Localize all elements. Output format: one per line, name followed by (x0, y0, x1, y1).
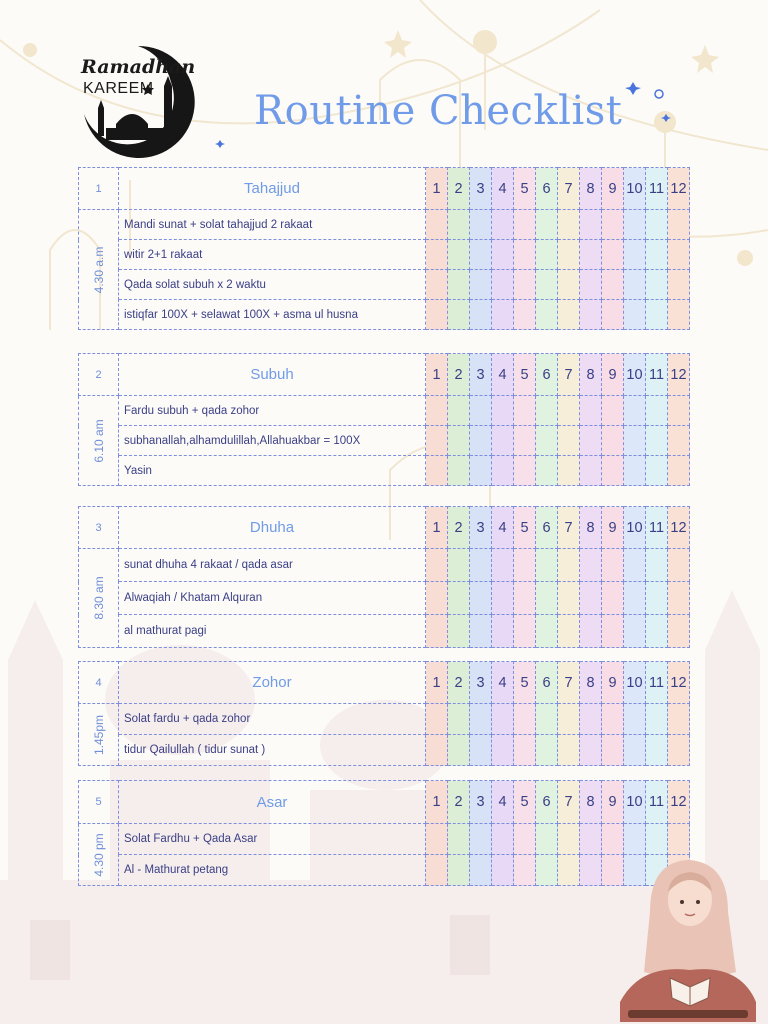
checkbox-cell[interactable] (514, 396, 536, 426)
day-number: 11 (646, 168, 668, 210)
day-number: 4 (492, 354, 514, 396)
checkbox-cell[interactable] (492, 426, 514, 456)
task-row (79, 270, 690, 300)
checkbox-cell[interactable] (646, 240, 668, 270)
checkbox-cell[interactable] (492, 300, 514, 330)
checkbox-cell[interactable] (624, 210, 646, 240)
section-table (78, 506, 690, 648)
checkbox-cell[interactable] (448, 615, 470, 648)
checkbox-cell[interactable] (668, 426, 690, 456)
task-label: Yasin (119, 456, 426, 486)
checkbox-cell[interactable] (602, 210, 624, 240)
checkbox-cell[interactable] (668, 300, 690, 330)
day-number: 11 (646, 354, 668, 396)
checkbox-cell[interactable] (426, 704, 448, 735)
checkbox-cell[interactable] (624, 456, 646, 486)
time-cell (79, 824, 119, 886)
checkbox-cell[interactable] (668, 704, 690, 735)
task-row (79, 735, 690, 766)
day-number: 10 (624, 354, 646, 396)
time-cell (79, 396, 119, 486)
day-number: 8 (580, 507, 602, 549)
checkbox-cell[interactable] (536, 704, 558, 735)
section-name: Tahajjud (119, 168, 426, 210)
checkbox-cell[interactable] (536, 240, 558, 270)
day-number: 3 (470, 354, 492, 396)
time-label: 4.30 a.m (91, 246, 106, 293)
day-number: 12 (668, 781, 690, 824)
checkbox-cell[interactable] (514, 549, 536, 582)
checkbox-cell[interactable] (536, 270, 558, 300)
task-row (79, 824, 690, 855)
day-number: 1 (426, 781, 448, 824)
day-number: 7 (558, 354, 580, 396)
checkbox-cell[interactable] (646, 396, 668, 426)
checkbox-cell[interactable] (492, 210, 514, 240)
task-label: Solat fardu + qada zohor (119, 704, 426, 735)
checkbox-cell[interactable] (602, 735, 624, 766)
checkbox-cell[interactable] (448, 549, 470, 582)
checkbox-cell[interactable] (624, 704, 646, 735)
time-cell (79, 704, 119, 766)
section-number: 2 (79, 354, 119, 396)
checkbox-cell[interactable] (536, 582, 558, 615)
checkbox-cell[interactable] (492, 549, 514, 582)
checkbox-cell[interactable] (448, 426, 470, 456)
checkbox-cell[interactable] (580, 210, 602, 240)
checkbox-cell[interactable] (580, 426, 602, 456)
logo-script-text: Ramadhan (81, 56, 196, 78)
checkbox-cell[interactable] (536, 426, 558, 456)
task-label: sunat dhuha 4 rakaat / qada asar (119, 549, 426, 582)
day-number: 6 (536, 662, 558, 704)
time-label: 8.30 am (91, 576, 106, 620)
checkbox-cell[interactable] (602, 615, 624, 648)
checkbox-cell[interactable] (558, 456, 580, 486)
checkbox-cell[interactable] (448, 582, 470, 615)
checkbox-cell[interactable] (426, 426, 448, 456)
checkbox-cell[interactable] (514, 704, 536, 735)
checkbox-cell[interactable] (536, 300, 558, 330)
task-row (79, 855, 690, 886)
reading-girl-illustration (610, 852, 760, 1024)
day-number: 2 (448, 507, 470, 549)
checkbox-cell[interactable] (602, 549, 624, 582)
section-number: 5 (79, 781, 119, 824)
checkbox-cell[interactable] (448, 735, 470, 766)
day-number: 2 (448, 662, 470, 704)
checkbox-cell[interactable] (668, 582, 690, 615)
checkbox-cell[interactable] (580, 582, 602, 615)
section-table (78, 167, 690, 330)
section-name: Subuh (119, 354, 426, 396)
checkbox-cell[interactable] (470, 582, 492, 615)
task-label: istiqfar 100X + selawat 100X + asma ul husna (119, 300, 426, 330)
day-number: 10 (624, 168, 646, 210)
checkbox-cell[interactable] (646, 704, 668, 735)
checkbox-cell[interactable] (646, 615, 668, 648)
checkbox-cell[interactable] (668, 615, 690, 648)
checkbox-cell[interactable] (602, 582, 624, 615)
checkbox-cell[interactable] (646, 549, 668, 582)
time-label: 1.45pm (91, 714, 106, 755)
checkbox-cell[interactable] (668, 270, 690, 300)
day-number: 7 (558, 662, 580, 704)
checkbox-cell[interactable] (470, 735, 492, 766)
checkbox-cell[interactable] (514, 300, 536, 330)
day-number: 9 (602, 507, 624, 549)
task-label: Alwaqiah / Khatam Alquran (119, 582, 426, 615)
checkbox-cell[interactable] (492, 270, 514, 300)
checkbox-cell[interactable] (646, 210, 668, 240)
task-row (79, 615, 690, 648)
checkbox-cell[interactable] (514, 855, 536, 886)
checkbox-cell[interactable] (470, 615, 492, 648)
day-number: 3 (470, 507, 492, 549)
checkbox-cell[interactable] (514, 582, 536, 615)
logo-caps-text: KAREEM (83, 80, 154, 97)
day-number: 1 (426, 507, 448, 549)
time-label: 4.30 pm (91, 832, 106, 877)
checkbox-cell[interactable] (536, 735, 558, 766)
time-cell (79, 210, 119, 330)
checkbox-cell[interactable] (624, 615, 646, 648)
checkbox-cell[interactable] (492, 735, 514, 766)
day-number: 12 (668, 354, 690, 396)
checkbox-cell[interactable] (602, 396, 624, 426)
checkbox-cell[interactable] (470, 300, 492, 330)
checkbox-cell[interactable] (536, 396, 558, 426)
task-label: tidur Qailullah ( tidur sunat ) (119, 735, 426, 766)
day-number: 10 (624, 507, 646, 549)
day-number: 12 (668, 168, 690, 210)
task-row (79, 240, 690, 270)
checkbox-cell[interactable] (492, 582, 514, 615)
section-name: Asar (119, 781, 426, 824)
day-number: 4 (492, 168, 514, 210)
task-row (79, 704, 690, 735)
day-number: 5 (514, 354, 536, 396)
checkbox-cell[interactable] (536, 210, 558, 240)
checkbox-cell[interactable] (646, 426, 668, 456)
checkbox-cell[interactable] (492, 855, 514, 886)
day-number: 6 (536, 507, 558, 549)
day-number: 9 (602, 781, 624, 824)
checkbox-cell[interactable] (448, 300, 470, 330)
day-number: 3 (470, 662, 492, 704)
checkbox-cell[interactable] (580, 735, 602, 766)
day-number: 6 (536, 168, 558, 210)
task-row (79, 549, 690, 582)
checkbox-cell[interactable] (448, 456, 470, 486)
checkbox-cell[interactable] (514, 210, 536, 240)
section-name: Zohor (119, 662, 426, 704)
checkbox-cell[interactable] (558, 300, 580, 330)
checkbox-cell[interactable] (492, 615, 514, 648)
checkbox-cell[interactable] (514, 824, 536, 855)
day-number: 6 (536, 781, 558, 824)
task-row (79, 582, 690, 615)
section-table (78, 780, 690, 886)
checkbox-cell[interactable] (536, 855, 558, 886)
checkbox-cell[interactable] (602, 240, 624, 270)
checkbox-cell[interactable] (624, 426, 646, 456)
checkbox-cell[interactable] (470, 210, 492, 240)
day-number: 12 (668, 662, 690, 704)
checkbox-cell[interactable] (558, 426, 580, 456)
checkbox-cell[interactable] (580, 615, 602, 648)
checkbox-cell[interactable] (624, 549, 646, 582)
checkbox-cell[interactable] (514, 270, 536, 300)
checkbox-cell[interactable] (558, 549, 580, 582)
checkbox-cell[interactable] (624, 300, 646, 330)
task-label: Solat Fardhu + Qada Asar (119, 824, 426, 855)
checkbox-cell[interactable] (668, 456, 690, 486)
day-number: 2 (448, 781, 470, 824)
day-number: 7 (558, 507, 580, 549)
checkbox-cell[interactable] (668, 549, 690, 582)
day-number: 8 (580, 781, 602, 824)
checkbox-cell[interactable] (668, 735, 690, 766)
day-number: 11 (646, 662, 668, 704)
day-number: 5 (514, 507, 536, 549)
checkbox-cell[interactable] (470, 549, 492, 582)
checkbox-cell[interactable] (426, 615, 448, 648)
checkbox-cell[interactable] (558, 704, 580, 735)
task-row (79, 210, 690, 240)
checkbox-cell[interactable] (646, 824, 668, 855)
checkbox-cell[interactable] (558, 582, 580, 615)
day-number: 9 (602, 168, 624, 210)
checkbox-cell[interactable] (470, 456, 492, 486)
checkbox-cell[interactable] (602, 824, 624, 855)
checkbox-cell[interactable] (448, 824, 470, 855)
checkbox-cell[interactable] (514, 426, 536, 456)
day-number: 7 (558, 168, 580, 210)
day-number: 12 (668, 507, 690, 549)
checkbox-cell[interactable] (558, 735, 580, 766)
checkbox-cell[interactable] (514, 615, 536, 648)
task-label: Mandi sunat + solat tahajjud 2 rakaat (119, 210, 426, 240)
checkbox-cell[interactable] (448, 240, 470, 270)
checkbox-cell[interactable] (426, 240, 448, 270)
page-title: Routine Checklist (254, 88, 623, 134)
checkbox-cell[interactable] (448, 210, 470, 240)
checkbox-cell[interactable] (470, 704, 492, 735)
checkbox-cell[interactable] (426, 456, 448, 486)
checkbox-cell[interactable] (646, 270, 668, 300)
section-name: Dhuha (119, 507, 426, 549)
day-number: 5 (514, 781, 536, 824)
day-number: 5 (514, 168, 536, 210)
day-number: 8 (580, 168, 602, 210)
checkbox-cell[interactable] (492, 824, 514, 855)
checkbox-cell[interactable] (580, 704, 602, 735)
checkbox-cell[interactable] (492, 396, 514, 426)
checkbox-cell[interactable] (624, 735, 646, 766)
checkbox-cell[interactable] (624, 270, 646, 300)
checkbox-cell[interactable] (470, 824, 492, 855)
task-label: subhanallah,alhamdulillah,Allahuakbar = 100X (119, 426, 426, 456)
day-number: 2 (448, 168, 470, 210)
checkbox-cell[interactable] (624, 582, 646, 615)
checkbox-cell[interactable] (602, 704, 624, 735)
day-number: 4 (492, 781, 514, 824)
checkbox-cell[interactable] (426, 855, 448, 886)
checkbox-cell[interactable] (668, 396, 690, 426)
checkbox-cell[interactable] (470, 270, 492, 300)
day-number: 2 (448, 354, 470, 396)
checkbox-cell[interactable] (470, 396, 492, 426)
checkbox-cell[interactable] (580, 270, 602, 300)
day-number: 8 (580, 354, 602, 396)
checkbox-cell[interactable] (646, 456, 668, 486)
checkbox-cell[interactable] (602, 270, 624, 300)
checkbox-cell[interactable] (602, 456, 624, 486)
task-label: Qada solat subuh x 2 waktu (119, 270, 426, 300)
checkbox-cell[interactable] (558, 240, 580, 270)
checkbox-cell[interactable] (646, 582, 668, 615)
checkbox-cell[interactable] (580, 396, 602, 426)
day-number: 11 (646, 781, 668, 824)
task-label: al mathurat pagi (119, 615, 426, 648)
day-number: 10 (624, 662, 646, 704)
checkbox-cell[interactable] (558, 855, 580, 886)
checkbox-cell[interactable] (580, 855, 602, 886)
checkbox-cell[interactable] (536, 549, 558, 582)
day-number: 9 (602, 662, 624, 704)
time-cell (79, 549, 119, 648)
task-row (79, 396, 690, 426)
checkbox-cell[interactable] (646, 300, 668, 330)
task-row (79, 426, 690, 456)
checkbox-cell[interactable] (668, 240, 690, 270)
section-number: 1 (79, 168, 119, 210)
day-number: 3 (470, 781, 492, 824)
checkbox-cell[interactable] (580, 240, 602, 270)
checkbox-cell[interactable] (470, 855, 492, 886)
checkbox-cell[interactable] (580, 456, 602, 486)
checkbox-cell[interactable] (448, 396, 470, 426)
section-table (78, 353, 690, 486)
checkbox-cell[interactable] (514, 735, 536, 766)
day-number: 7 (558, 781, 580, 824)
task-row (79, 300, 690, 330)
time-label: 6.10 am (91, 418, 106, 463)
section-number: 4 (79, 662, 119, 704)
checkbox-cell[interactable] (536, 615, 558, 648)
day-number: 6 (536, 354, 558, 396)
day-number: 5 (514, 662, 536, 704)
checkbox-cell[interactable] (492, 456, 514, 486)
checkbox-cell[interactable] (536, 824, 558, 855)
task-label: Al - Mathurat petang (119, 855, 426, 886)
checkbox-cell[interactable] (426, 300, 448, 330)
checkbox-cell[interactable] (426, 396, 448, 426)
task-label: witir 2+1 rakaat (119, 240, 426, 270)
checkbox-cell[interactable] (426, 210, 448, 240)
day-number: 11 (646, 507, 668, 549)
checkbox-cell[interactable] (558, 615, 580, 648)
checkbox-cell[interactable] (558, 210, 580, 240)
checkbox-cell[interactable] (536, 456, 558, 486)
task-row (79, 456, 690, 486)
ramadhan-kareem-logo (76, 42, 200, 160)
checkbox-cell[interactable] (602, 426, 624, 456)
checkbox-cell[interactable] (492, 240, 514, 270)
checkbox-cell[interactable] (668, 824, 690, 855)
checkbox-cell[interactable] (646, 735, 668, 766)
checkbox-cell[interactable] (470, 426, 492, 456)
day-number: 1 (426, 354, 448, 396)
checkbox-cell[interactable] (624, 396, 646, 426)
checkbox-cell[interactable] (492, 704, 514, 735)
day-number: 4 (492, 662, 514, 704)
section-number: 3 (79, 507, 119, 549)
section-table (78, 661, 690, 766)
day-number: 1 (426, 168, 448, 210)
checkbox-cell[interactable] (580, 549, 602, 582)
checkbox-cell[interactable] (426, 582, 448, 615)
checkbox-cell[interactable] (426, 735, 448, 766)
day-number: 9 (602, 354, 624, 396)
checkbox-cell[interactable] (624, 824, 646, 855)
checkbox-cell[interactable] (580, 300, 602, 330)
checkbox-cell[interactable] (668, 210, 690, 240)
checkbox-cell[interactable] (580, 824, 602, 855)
checkbox-cell[interactable] (514, 240, 536, 270)
day-number: 4 (492, 507, 514, 549)
checkbox-cell[interactable] (558, 396, 580, 426)
checkbox-cell[interactable] (624, 240, 646, 270)
checkbox-cell[interactable] (426, 270, 448, 300)
checkbox-cell[interactable] (470, 240, 492, 270)
checkbox-cell[interactable] (558, 824, 580, 855)
checkbox-cell[interactable] (426, 824, 448, 855)
day-number: 1 (426, 662, 448, 704)
checkbox-cell[interactable] (448, 855, 470, 886)
checkbox-cell[interactable] (448, 704, 470, 735)
checkbox-cell[interactable] (514, 456, 536, 486)
task-label: Fardu subuh + qada zohor (119, 396, 426, 426)
day-number: 3 (470, 168, 492, 210)
checkbox-cell[interactable] (448, 270, 470, 300)
checkbox-cell[interactable] (426, 549, 448, 582)
day-number: 10 (624, 781, 646, 824)
checkbox-cell[interactable] (558, 270, 580, 300)
day-number: 8 (580, 662, 602, 704)
checkbox-cell[interactable] (602, 300, 624, 330)
